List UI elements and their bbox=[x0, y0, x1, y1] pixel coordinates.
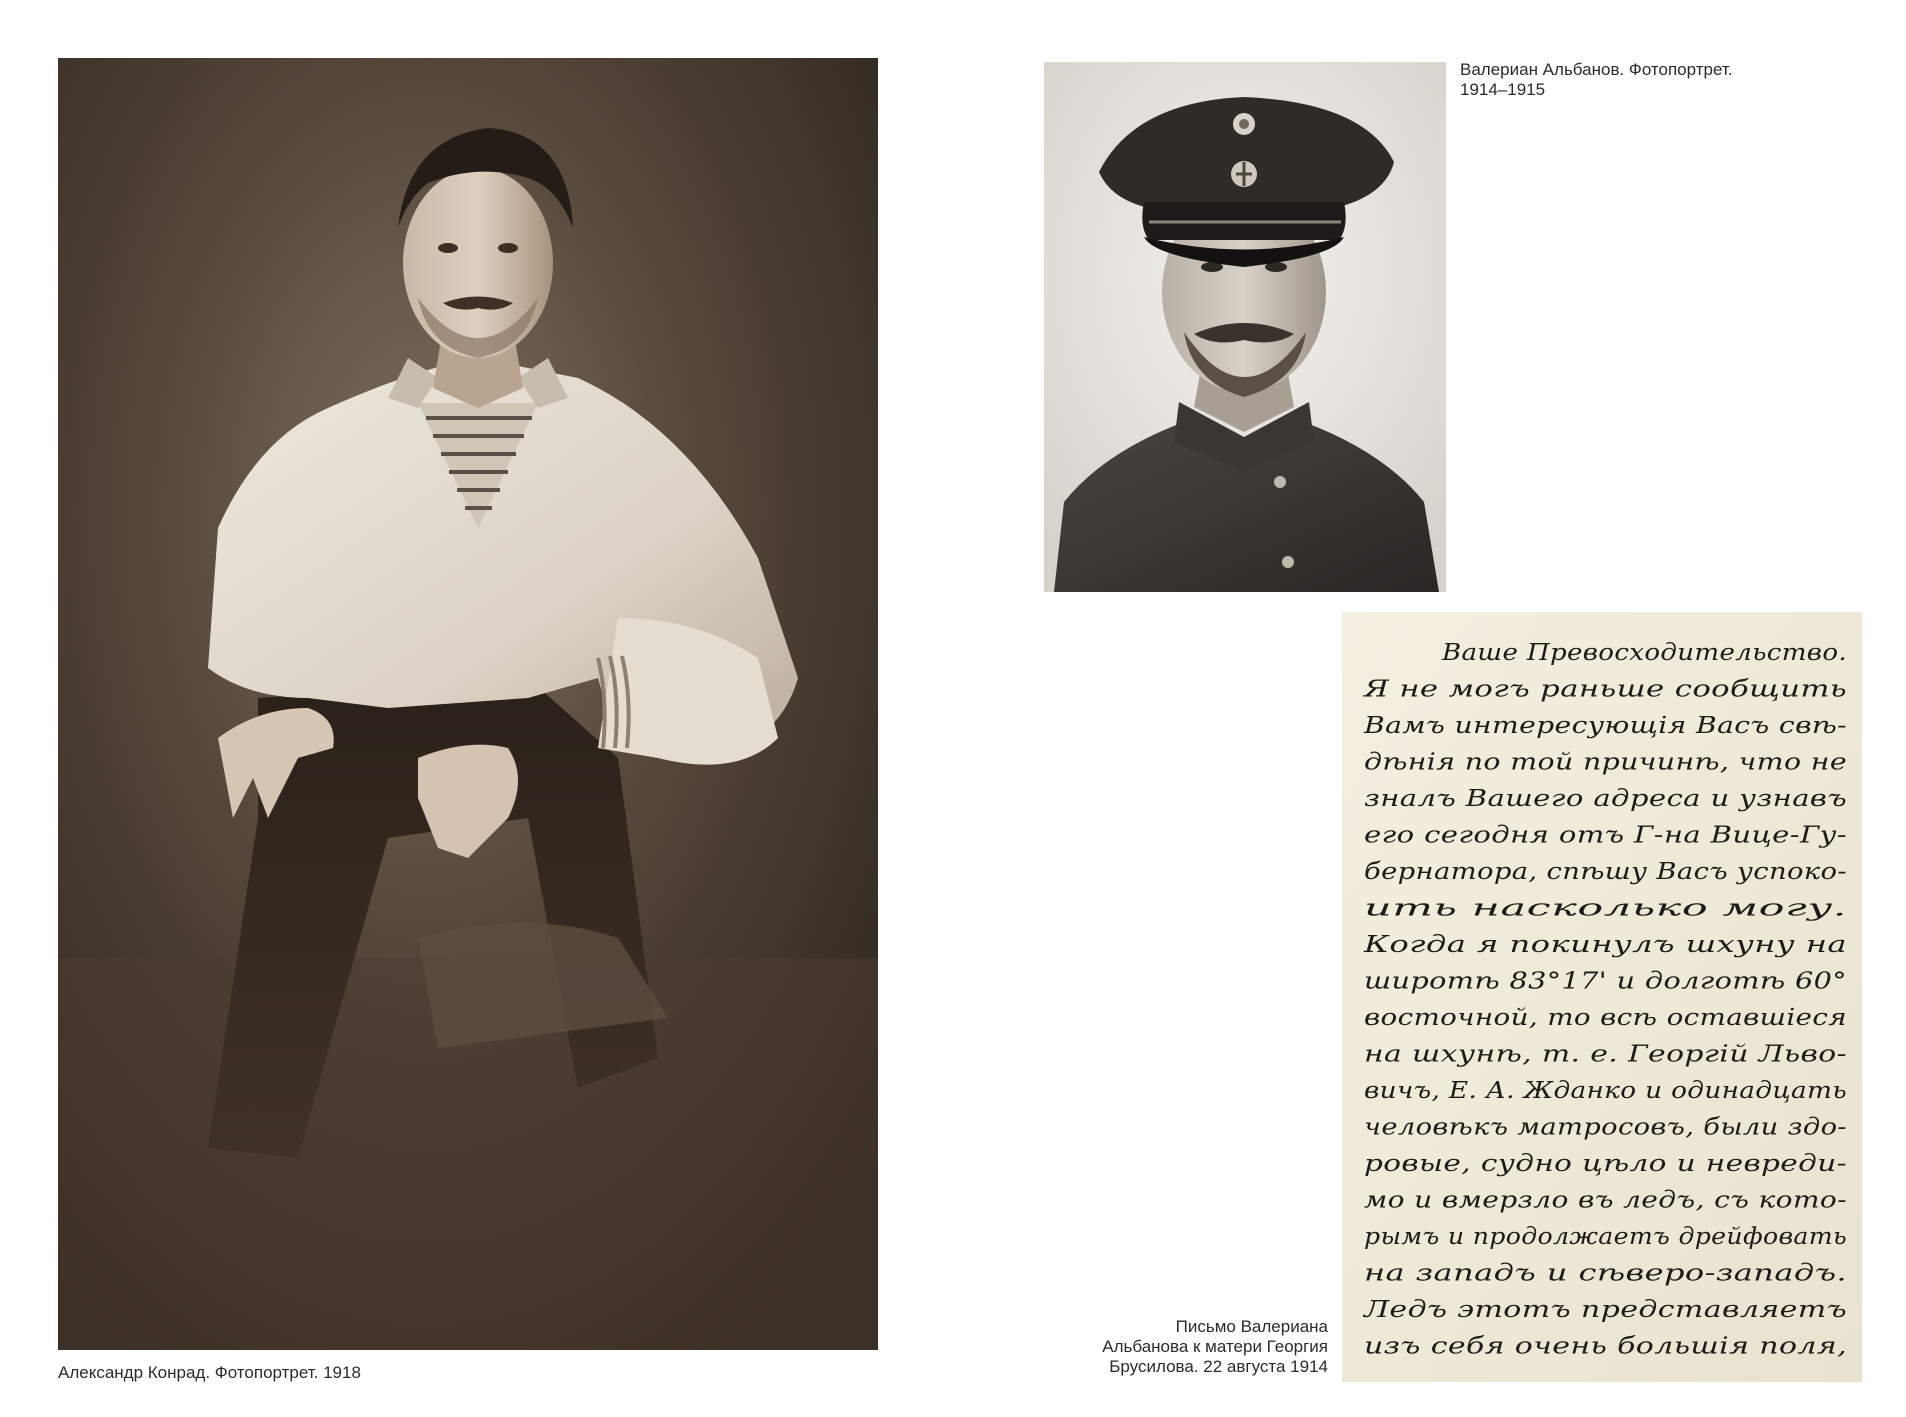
letter-line: широтѣ 83°17' и долготѣ 60° bbox=[1364, 968, 1847, 995]
albanov-portrait-drawing bbox=[1044, 62, 1446, 592]
conrad-portrait-caption: Александр Конрад. Фотопортрет. 1918 bbox=[58, 1363, 361, 1382]
letter-line: рымъ и продолжаетъ дрейфовать bbox=[1364, 1224, 1847, 1250]
letter-line: ить насколько могу. bbox=[1364, 895, 1847, 922]
letter-caption bbox=[1020, 1317, 1328, 1377]
letter-caption-line-3: Брусилова. 22 августа 1914 bbox=[1109, 1357, 1328, 1376]
letter-line: вичъ, Е. А. Жданко и одинадцать bbox=[1364, 1078, 1847, 1104]
letter-page bbox=[1342, 612, 1862, 1382]
letter-line: на западъ и сѣверо-западъ. bbox=[1364, 1260, 1847, 1287]
letter-line: восточной, то всѣ оставшіеся bbox=[1364, 1005, 1847, 1031]
letter-line: Ледъ этотъ представляетъ bbox=[1362, 1297, 1847, 1323]
albanov-caption-line-1: Валериан Альбанов. Фотопортрет. bbox=[1460, 60, 1733, 79]
letter-line: Вамъ интересующія Васъ свѣ- bbox=[1362, 713, 1847, 739]
letter-line: человѣкъ матросовъ, были здо- bbox=[1364, 1114, 1847, 1141]
conrad-portrait-photo bbox=[58, 58, 878, 1350]
letter-line: на шхунѣ, т. е. Георгій Льво- bbox=[1364, 1041, 1847, 1068]
albanov-caption-line-2: 1914–1915 bbox=[1460, 80, 1546, 99]
albanov-portrait-photo bbox=[1044, 62, 1446, 592]
letter-caption-line-2: Альбанова к матери Георгия bbox=[1102, 1337, 1328, 1356]
letter-line: дѣнія по той причинѣ, что не bbox=[1364, 749, 1847, 776]
letter-line: мо и вмерзло въ ледъ, съ кото- bbox=[1364, 1187, 1847, 1214]
conrad-portrait-drawing bbox=[58, 58, 878, 1350]
letter-line: Ваше Превосходительство. bbox=[1440, 640, 1847, 666]
letter-line: изъ себя очень большія поля, bbox=[1364, 1333, 1847, 1360]
albanov-letter-photo bbox=[1342, 612, 1862, 1382]
letter-line: ровые, судно цѣло и невреди- bbox=[1364, 1151, 1847, 1177]
letter-caption-line-1: Письмо Валериана bbox=[1175, 1317, 1328, 1336]
letter-line: Когда я покинулъ шхуну на bbox=[1362, 932, 1847, 958]
letter-line: Я не могъ раньше сообщить bbox=[1362, 676, 1847, 703]
letter-line: зналъ Вашего адреса и узнавъ bbox=[1364, 786, 1847, 812]
albanov-portrait-caption bbox=[1460, 60, 1820, 100]
letter-line: его сегодня отъ Г-на Вице-Гу- bbox=[1364, 822, 1847, 849]
letter-line: бернатора, спѣшу Васъ успоко- bbox=[1364, 859, 1847, 885]
